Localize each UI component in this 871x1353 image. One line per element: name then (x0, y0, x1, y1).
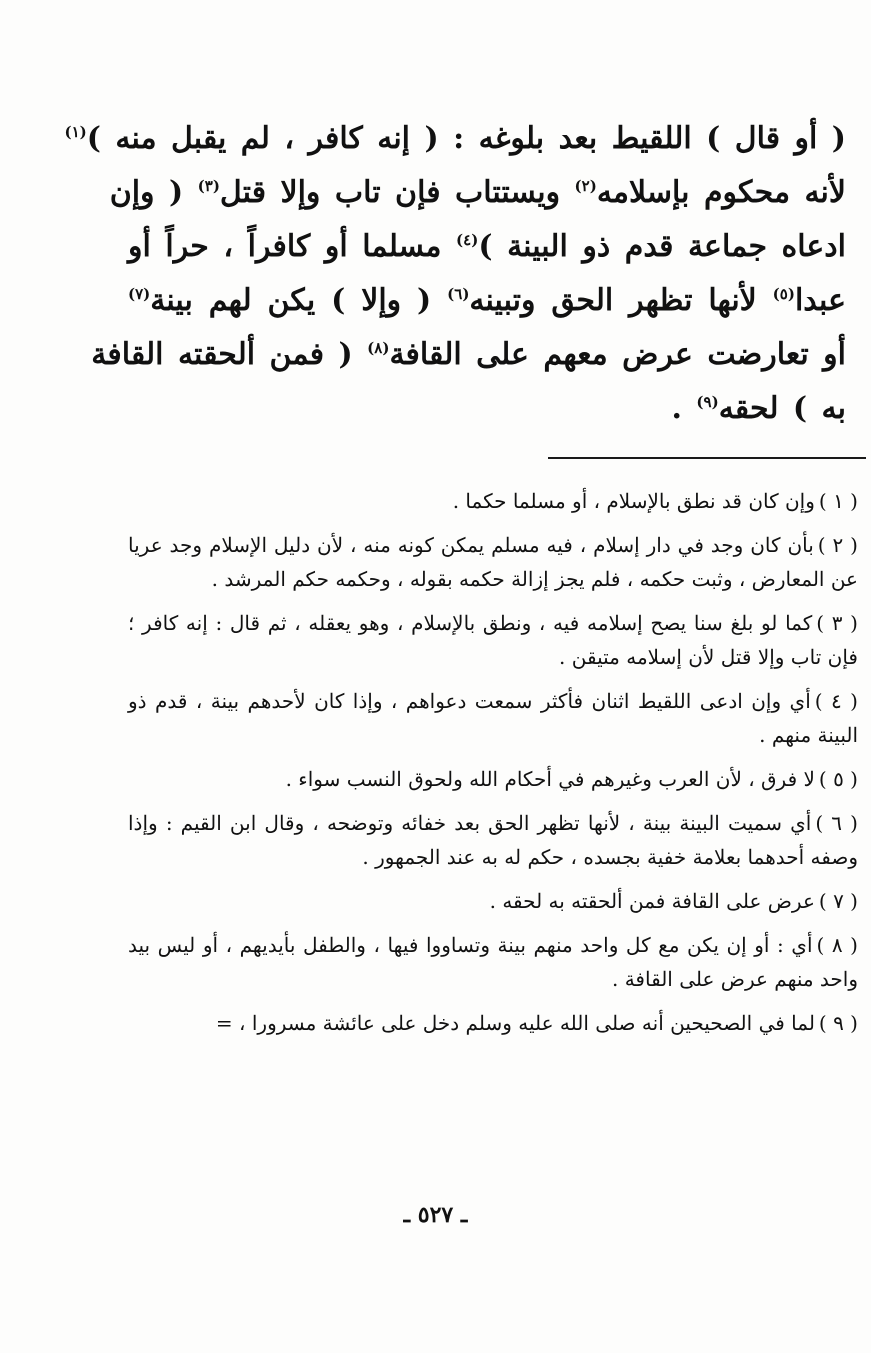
footnote-number: ( ٨ ) (816, 933, 858, 957)
main-text-segment: ( أو قال ) اللقيط بعد بلوغه : ( إنه كافر ، لم يقبل منه ) (86, 121, 846, 156)
footnote-number: ( ٦ ) (815, 811, 858, 835)
footnote-marker: (٣) (197, 177, 220, 195)
footnote-number: ( ٩ ) (818, 1011, 858, 1035)
footnote-3 (128, 606, 858, 674)
footnote-marker: (٤) (456, 231, 479, 249)
main-text-segment: . (671, 391, 682, 426)
footnote-text: أي : أو إن يكن مع كل واحد منهم بينة وتساووا فيها ، والطفل بأيديهم ، أو ليس بيد واحد منهم عرض على القافة . (128, 933, 858, 991)
footnote-8 (128, 928, 858, 996)
main-line-3 (128, 220, 846, 274)
footnote-marker: (٦) (447, 285, 470, 303)
footnote-marker: (١) (64, 123, 87, 141)
main-text-segment: به ) لحقه (718, 391, 846, 426)
footnote-text: بأن كان وجد في دار إسلام ، فيه مسلم يمكن كونه منه ، لأن دليل الإسلام وجد عريا عن المعارض ، وثبت حكمه ، فلم يجز إزالة حكمه بقوله ، وحكمه حكم المرشد . (128, 533, 858, 591)
footnotes-section (128, 484, 858, 1050)
footnote-number: ( ٣ ) (816, 611, 858, 635)
footnote-number: ( ٤ ) (814, 689, 858, 713)
footnote-7 (128, 884, 858, 918)
footnote-text: أي سميت البينة بينة ، لأنها تظهر الحق بعد خفائه وتوضحه ، وقال ابن القيم : وإذا وصفه أحدهما بعلامة خفية بجسده ، حكم له به عند الجمهور . (128, 811, 858, 869)
main-text-segment: ( وإلا ) يكن لهم بينة (150, 283, 432, 318)
footnote-text: عرض على القافة فمن ألحقته به لحقه . (489, 889, 815, 913)
footnote-2 (128, 528, 858, 596)
main-text-block (64, 112, 846, 436)
main-text-segment: ادعاه جماعة قدم ذو البينة ) (478, 229, 846, 264)
main-text-segment: ( فمن ألحقته القافة (91, 337, 353, 372)
footnote-text: كما لو بلغ سنا يصح إسلامه فيه ، ونطق بالإسلام ، وهو يعقله ، ثم قال : إنه كافر ؛ فإن تاب وإلا قتل لأن إسلامه متيقن . (128, 611, 858, 669)
footnote-number: ( ١ ) (818, 489, 858, 513)
page-number: ـ ٥٢٧ ـ (403, 1202, 468, 1228)
footnote-marker: (٩) (696, 393, 719, 411)
footnote-5 (128, 762, 858, 796)
main-line-4 (128, 274, 846, 328)
main-text-segment: لأنه محكوم بإسلامه (596, 175, 846, 210)
main-line-5 (91, 328, 846, 382)
footnote-marker: (٨) (367, 339, 390, 357)
main-text-segment: لأنها تظهر الحق وتبينه (469, 283, 757, 318)
footnote-1 (128, 484, 858, 518)
main-text-segment: مسلما أو كافراً ، حراً أو (128, 229, 442, 264)
footnote-6 (128, 806, 858, 874)
footnote-marker: (٢) (574, 177, 597, 195)
main-line-6 (128, 382, 846, 436)
footnote-text: لا فرق ، لأن العرب وغيرهم في أحكام الله ولحوق النسب سواء . (285, 767, 815, 791)
footnote-separator-rule (548, 457, 866, 459)
main-text-segment: عبدا (794, 283, 846, 318)
footnote-text: أي وإن ادعى اللقيط اثنان فأكثر سمعت دعواهم ، وإذا كان لأحدهم بينة ، قدم ذو البينة منهم . (128, 689, 858, 747)
footnote-marker: (٥) (772, 285, 795, 303)
footnote-marker: (٧) (128, 285, 151, 303)
main-text-segment: ( وإن (109, 175, 184, 210)
footnote-number: ( ٢ ) (817, 533, 858, 557)
main-line-1 (64, 112, 846, 166)
footnote-text: وإن كان قد نطق بالإسلام ، أو مسلما حكما . (452, 489, 815, 513)
main-text-segment: أو تعارضت عرض معهم على القافة (389, 337, 846, 372)
footnote-9 (128, 1006, 858, 1040)
main-line-2 (109, 166, 846, 220)
footnote-text: لما في الصحيحين أنه صلى الله عليه وسلم دخل على عائشة مسرورا ، = (215, 1011, 815, 1035)
main-text-segment: ويستتاب فإن تاب وإلا قتل (219, 175, 561, 210)
footnote-number: ( ٧ ) (818, 889, 858, 913)
footnote-4 (128, 684, 858, 752)
footnote-number: ( ٥ ) (818, 767, 858, 791)
